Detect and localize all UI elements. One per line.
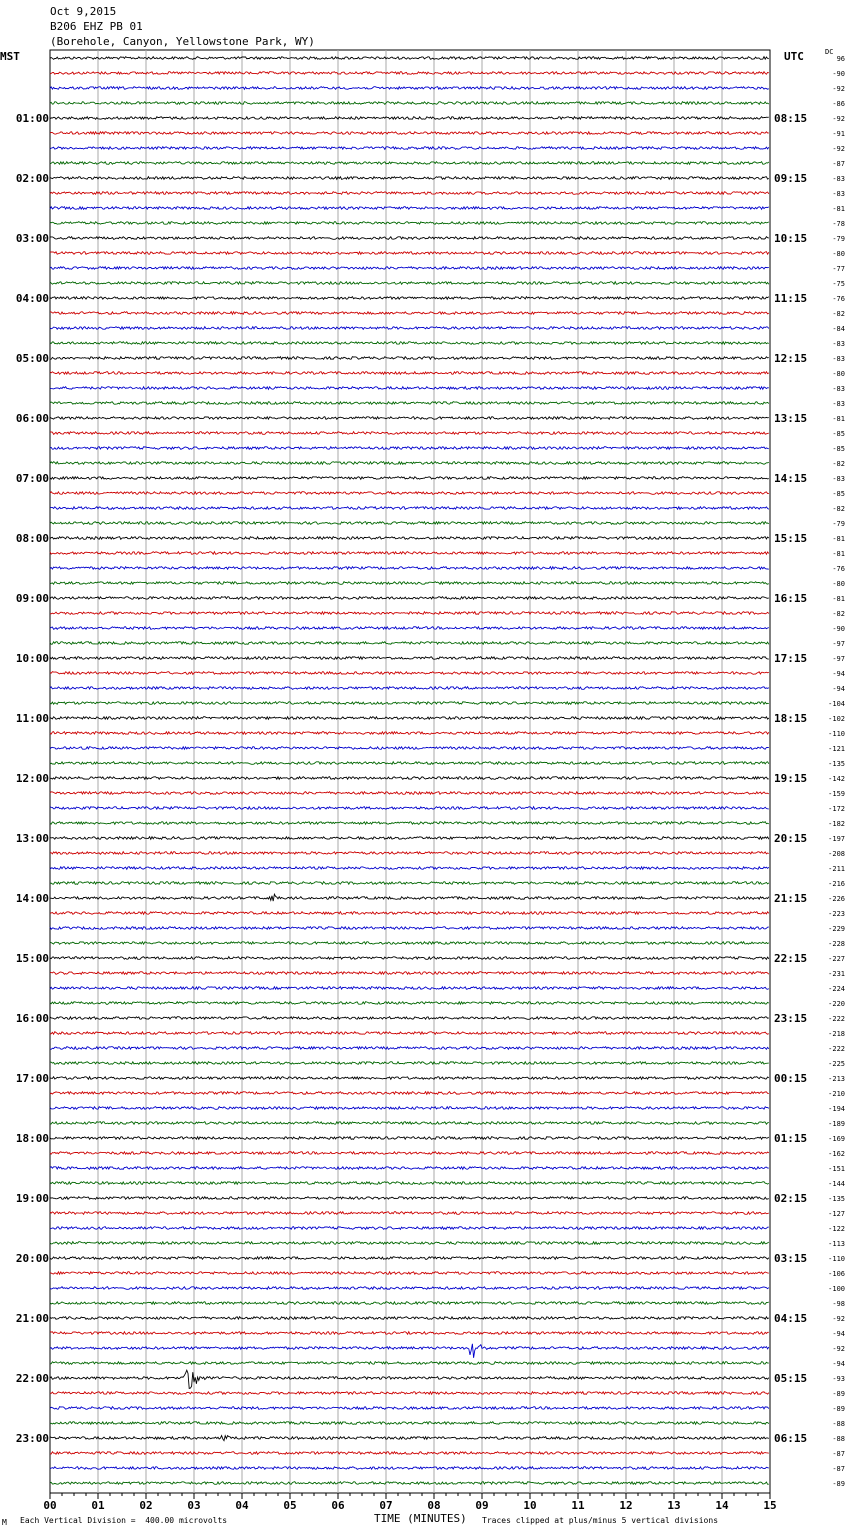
dc-offset-label: -162 bbox=[828, 1150, 845, 1158]
right-hour-label: 09:15 bbox=[774, 172, 808, 185]
seismic-trace bbox=[50, 1392, 769, 1395]
seismic-trace bbox=[50, 1122, 769, 1125]
seismic-trace bbox=[50, 1137, 769, 1140]
seismic-trace bbox=[50, 1344, 769, 1358]
dc-offset-label: -83 bbox=[832, 400, 845, 408]
x-tick-label: 04 bbox=[235, 1499, 249, 1512]
seismic-trace bbox=[50, 1107, 769, 1110]
dc-offset-label: -182 bbox=[828, 820, 845, 828]
dc-offset-label: -81 bbox=[832, 595, 845, 603]
x-axis-title: TIME (MINUTES) bbox=[374, 1512, 467, 1525]
left-hour-label: 03:00 bbox=[15, 232, 49, 245]
seismic-trace bbox=[50, 702, 769, 705]
right-hour-label: 01:15 bbox=[774, 1132, 808, 1145]
x-tick-label: 10 bbox=[523, 1499, 537, 1512]
dc-offset-label: -77 bbox=[832, 265, 845, 273]
seismic-trace bbox=[50, 672, 769, 675]
seismic-trace bbox=[50, 1032, 769, 1035]
seismic-trace bbox=[50, 1452, 769, 1455]
dc-offset-label: -225 bbox=[828, 1060, 845, 1068]
seismic-trace bbox=[50, 252, 769, 255]
x-tick-label: 03 bbox=[187, 1499, 201, 1512]
seismic-trace bbox=[50, 1062, 769, 1065]
clip-note: Traces clipped at plus/minus 5 vertical divisions bbox=[482, 1516, 719, 1525]
dc-offset-label: -121 bbox=[828, 745, 845, 753]
seismic-trace bbox=[50, 747, 769, 750]
dc-offset-label: -189 bbox=[828, 1120, 845, 1128]
dc-offset-label: -92 bbox=[832, 145, 845, 153]
seismic-trace bbox=[50, 927, 769, 930]
dc-offset-label: -79 bbox=[832, 235, 845, 243]
right-hour-label: 16:15 bbox=[774, 592, 808, 605]
dc-offset-label: -81 bbox=[832, 415, 845, 423]
seismic-trace bbox=[50, 447, 769, 450]
dc-offset-label: -83 bbox=[832, 175, 845, 183]
seismic-trace bbox=[50, 1436, 769, 1441]
dc-offset-label: -144 bbox=[828, 1180, 845, 1188]
seismic-trace bbox=[50, 1077, 769, 1080]
dc-offset-label: -81 bbox=[832, 205, 845, 213]
dc-offset-label: -216 bbox=[828, 880, 845, 888]
seismic-trace bbox=[50, 342, 769, 345]
right-hour-label: 05:15 bbox=[774, 1372, 808, 1385]
seismic-trace bbox=[50, 1407, 769, 1410]
dc-offset-label: -127 bbox=[828, 1210, 845, 1218]
dc-offset-label: -231 bbox=[828, 970, 845, 978]
seismic-trace bbox=[50, 117, 769, 120]
seismic-trace bbox=[50, 717, 769, 720]
left-hour-label: 04:00 bbox=[15, 292, 49, 305]
x-tick-label: 00 bbox=[43, 1499, 57, 1512]
right-hour-label: 00:15 bbox=[774, 1072, 808, 1085]
right-hour-label: 06:15 bbox=[774, 1432, 808, 1445]
dc-offset-label: -100 bbox=[828, 1285, 845, 1293]
dc-offset-label: -224 bbox=[828, 985, 845, 993]
left-hour-label: 14:00 bbox=[15, 892, 49, 905]
station-id: B206 EHZ PB 01 bbox=[50, 20, 143, 33]
seismic-trace bbox=[50, 177, 769, 180]
dc-offset-label: -83 bbox=[832, 340, 845, 348]
x-tick-label: 09 bbox=[475, 1499, 489, 1512]
seismic-trace bbox=[50, 102, 769, 105]
dc-offset-label: -80 bbox=[832, 580, 845, 588]
chart-date: Oct 9,2015 bbox=[50, 5, 117, 18]
seismic-trace bbox=[50, 57, 769, 60]
dc-offset-label: -86 bbox=[832, 100, 845, 108]
dc-offset-label: -85 bbox=[832, 490, 845, 498]
dc-offset-label: -227 bbox=[828, 955, 845, 963]
seismic-trace bbox=[50, 867, 769, 870]
seismic-trace bbox=[50, 987, 769, 990]
dc-offset-label: -80 bbox=[832, 370, 845, 378]
x-tick-label: 05 bbox=[283, 1499, 297, 1512]
dc-offset-label: -94 bbox=[832, 1330, 845, 1338]
seismic-trace bbox=[50, 222, 769, 225]
left-hour-label: 08:00 bbox=[15, 532, 49, 545]
dc-offset-label: -90 bbox=[832, 625, 845, 633]
right-hour-label: 21:15 bbox=[774, 892, 808, 905]
seismic-trace bbox=[50, 72, 769, 75]
x-tick-label: 15 bbox=[763, 1499, 777, 1512]
seismic-trace bbox=[50, 1197, 769, 1200]
seismic-trace bbox=[50, 492, 769, 495]
seismic-trace bbox=[50, 162, 769, 165]
seismic-trace bbox=[50, 402, 769, 405]
dc-offset-label: -87 bbox=[832, 1450, 845, 1458]
left-hour-label: 06:00 bbox=[15, 412, 49, 425]
seismic-trace bbox=[50, 1422, 769, 1425]
dc-offset-label: -110 bbox=[828, 1255, 845, 1263]
seismic-trace bbox=[50, 1242, 769, 1245]
dc-offset-label: -75 bbox=[832, 280, 845, 288]
dc-offset-label: -122 bbox=[828, 1225, 845, 1233]
station-location: (Borehole, Canyon, Yellowstone Park, WY) bbox=[50, 35, 315, 48]
right-hour-label: 18:15 bbox=[774, 712, 808, 725]
dc-offset-label: 96 bbox=[836, 55, 845, 63]
corner-mark: M bbox=[2, 1518, 7, 1527]
dc-offset-label: -81 bbox=[832, 535, 845, 543]
dc-offset-label: -82 bbox=[832, 610, 845, 618]
seismic-trace bbox=[50, 507, 769, 510]
dc-offset-label: -142 bbox=[828, 775, 845, 783]
dc-offset-label: -83 bbox=[832, 355, 845, 363]
seismic-trace bbox=[50, 912, 769, 915]
seismic-trace bbox=[50, 1370, 769, 1388]
seismic-trace bbox=[50, 237, 769, 240]
dc-offset-label: -92 bbox=[832, 1345, 845, 1353]
dc-offset-label: -159 bbox=[828, 790, 845, 798]
left-hour-label: 07:00 bbox=[15, 472, 49, 485]
seismic-trace bbox=[50, 777, 769, 780]
seismic-trace bbox=[50, 1302, 769, 1305]
dc-offset-label: -222 bbox=[828, 1045, 845, 1053]
dc-offset-label: -83 bbox=[832, 475, 845, 483]
dc-offset-label: -218 bbox=[828, 1030, 845, 1038]
dc-offset-label: -229 bbox=[828, 925, 845, 933]
seismic-trace bbox=[50, 552, 769, 555]
dc-offset-label: -81 bbox=[832, 550, 845, 558]
seismic-trace bbox=[50, 1092, 769, 1095]
dc-offset-label: -92 bbox=[832, 1315, 845, 1323]
seismic-trace bbox=[50, 1017, 769, 1020]
dc-offset-label: -88 bbox=[832, 1420, 845, 1428]
seismic-trace bbox=[50, 567, 769, 570]
dc-offset-label: -172 bbox=[828, 805, 845, 813]
seismic-trace bbox=[50, 207, 769, 210]
left-hour-label: 12:00 bbox=[15, 772, 49, 785]
left-hour-label: 17:00 bbox=[15, 1072, 49, 1085]
dc-offset-label: -197 bbox=[828, 835, 845, 843]
plot-frame bbox=[50, 50, 770, 1493]
dc-offset-label: -89 bbox=[832, 1405, 845, 1413]
dc-offset-label: -94 bbox=[832, 1360, 845, 1368]
dc-offset-label: -97 bbox=[832, 640, 845, 648]
seismic-trace bbox=[50, 582, 769, 585]
dc-offset-label: -78 bbox=[832, 220, 845, 228]
dc-offset-label: -93 bbox=[832, 1375, 845, 1383]
seismic-trace bbox=[50, 522, 769, 525]
dc-offset-label: -226 bbox=[828, 895, 845, 903]
dc-offset-label: -94 bbox=[832, 685, 845, 693]
seismic-trace bbox=[50, 1152, 769, 1155]
dc-offset-label: -79 bbox=[832, 520, 845, 528]
x-tick-label: 01 bbox=[91, 1499, 105, 1512]
left-hour-label: 16:00 bbox=[15, 1012, 49, 1025]
dc-offset-label: -83 bbox=[832, 190, 845, 198]
seismic-trace bbox=[50, 837, 769, 840]
dc-offset-label: -194 bbox=[828, 1105, 845, 1113]
left-hour-label: 22:00 bbox=[15, 1372, 49, 1385]
x-tick-label: 12 bbox=[619, 1499, 633, 1512]
x-tick-label: 02 bbox=[139, 1499, 153, 1512]
x-tick-label: 08 bbox=[427, 1499, 441, 1512]
seismic-trace bbox=[50, 477, 769, 480]
right-hour-label: 15:15 bbox=[774, 532, 808, 545]
seismic-trace bbox=[50, 642, 769, 645]
dc-offset-label: -85 bbox=[832, 445, 845, 453]
dc-offset-label: -97 bbox=[832, 655, 845, 663]
dc-offset-label: -106 bbox=[828, 1270, 845, 1278]
scale-note: Each Vertical Division = 400.00 microvolts bbox=[20, 1516, 228, 1525]
seismic-trace bbox=[50, 87, 769, 90]
seismic-trace bbox=[50, 1362, 769, 1365]
dc-offset-label: -76 bbox=[832, 565, 845, 573]
left-hour-label: 05:00 bbox=[15, 352, 49, 365]
dc-offset-label: -85 bbox=[832, 430, 845, 438]
left-hour-label: 20:00 bbox=[15, 1252, 49, 1265]
seismic-trace bbox=[50, 882, 769, 885]
seismic-trace bbox=[50, 267, 769, 270]
dc-offset-label: -98 bbox=[832, 1300, 845, 1308]
right-hour-label: 10:15 bbox=[774, 232, 808, 245]
seismic-trace bbox=[50, 537, 769, 540]
dc-offset-label: -92 bbox=[832, 115, 845, 123]
dc-offset-label: -210 bbox=[828, 1090, 845, 1098]
seismic-trace bbox=[50, 1212, 769, 1215]
seismic-trace bbox=[50, 1332, 769, 1335]
x-tick-label: 06 bbox=[331, 1499, 345, 1512]
seismic-trace bbox=[50, 432, 769, 435]
seismic-trace bbox=[50, 852, 769, 855]
left-hour-label: 15:00 bbox=[15, 952, 49, 965]
seismic-trace bbox=[50, 822, 769, 825]
right-hour-label: 23:15 bbox=[774, 1012, 808, 1025]
seismic-trace bbox=[50, 327, 769, 330]
dc-offset-label: -90 bbox=[832, 70, 845, 78]
right-hour-label: 20:15 bbox=[774, 832, 808, 845]
dc-offset-label: -228 bbox=[828, 940, 845, 948]
seismic-trace bbox=[50, 192, 769, 195]
dc-offset-label: -88 bbox=[832, 1435, 845, 1443]
left-timezone-label: MST bbox=[0, 50, 20, 63]
right-hour-label: 08:15 bbox=[774, 112, 808, 125]
seismic-trace bbox=[50, 942, 769, 945]
seismic-trace bbox=[50, 1467, 769, 1470]
dc-offset-label: -82 bbox=[832, 460, 845, 468]
dc-offset-label: -222 bbox=[828, 1015, 845, 1023]
dc-offset-label: -135 bbox=[828, 1195, 845, 1203]
seismic-trace bbox=[50, 132, 769, 135]
dc-offset-label: -87 bbox=[832, 1465, 845, 1473]
seismic-trace bbox=[50, 957, 769, 960]
dc-offset-label: -92 bbox=[832, 85, 845, 93]
dc-offset-label: -82 bbox=[832, 310, 845, 318]
x-tick-label: 07 bbox=[379, 1499, 393, 1512]
seismic-trace bbox=[50, 297, 769, 300]
dc-offset-label: -213 bbox=[828, 1075, 845, 1083]
left-hour-label: 23:00 bbox=[15, 1432, 49, 1445]
dc-offset-label: -83 bbox=[832, 385, 845, 393]
dc-offset-label: -135 bbox=[828, 760, 845, 768]
dc-offset-label: -151 bbox=[828, 1165, 845, 1173]
dc-offset-label: -220 bbox=[828, 1000, 845, 1008]
dc-offset-label: -94 bbox=[832, 670, 845, 678]
dc-offset-label: -89 bbox=[832, 1390, 845, 1398]
left-hour-label: 10:00 bbox=[15, 652, 49, 665]
dc-offset-label: -104 bbox=[828, 700, 845, 708]
seismic-trace bbox=[50, 462, 769, 465]
seismic-trace bbox=[50, 1227, 769, 1230]
seismic-trace bbox=[50, 687, 769, 690]
seismic-trace bbox=[50, 1482, 769, 1485]
seismic-trace bbox=[50, 1317, 769, 1320]
seismic-trace bbox=[50, 657, 769, 660]
seismic-trace bbox=[50, 147, 769, 150]
right-hour-label: 02:15 bbox=[774, 1192, 808, 1205]
x-tick-label: 14 bbox=[715, 1499, 729, 1512]
dc-offset-label: -169 bbox=[828, 1135, 845, 1143]
right-hour-label: 04:15 bbox=[774, 1312, 808, 1325]
right-hour-label: 11:15 bbox=[774, 292, 808, 305]
dc-offset-label: -76 bbox=[832, 295, 845, 303]
seismic-trace bbox=[50, 1047, 769, 1050]
seismic-trace bbox=[50, 894, 769, 901]
right-timezone-label: UTC bbox=[784, 50, 804, 63]
seismic-trace bbox=[50, 597, 769, 600]
dc-offset-label: -211 bbox=[828, 865, 845, 873]
seismic-trace bbox=[50, 1167, 769, 1170]
dc-offset-label: -110 bbox=[828, 730, 845, 738]
dc-label: DC bbox=[825, 48, 834, 56]
left-hour-label: 09:00 bbox=[15, 592, 49, 605]
seismic-trace bbox=[50, 282, 769, 285]
dc-offset-label: -84 bbox=[832, 325, 845, 333]
right-hour-label: 13:15 bbox=[774, 412, 808, 425]
seismic-trace bbox=[50, 372, 769, 375]
seismic-trace bbox=[50, 1272, 769, 1275]
right-hour-label: 19:15 bbox=[774, 772, 808, 785]
right-hour-label: 14:15 bbox=[774, 472, 808, 485]
x-tick-label: 13 bbox=[667, 1499, 681, 1512]
left-hour-label: 01:00 bbox=[15, 112, 49, 125]
seismic-trace bbox=[50, 762, 769, 765]
seismic-trace bbox=[50, 792, 769, 795]
seismic-trace bbox=[50, 732, 769, 735]
dc-offset-label: -91 bbox=[832, 130, 845, 138]
dc-offset-label: -102 bbox=[828, 715, 845, 723]
right-hour-label: 22:15 bbox=[774, 952, 808, 965]
seismic-trace bbox=[50, 357, 769, 360]
left-hour-label: 18:00 bbox=[15, 1132, 49, 1145]
seismic-trace bbox=[50, 417, 769, 420]
left-hour-label: 02:00 bbox=[15, 172, 49, 185]
seismic-trace bbox=[50, 387, 769, 390]
seismic-trace bbox=[50, 1182, 769, 1185]
dc-offset-label: -89 bbox=[832, 1480, 845, 1488]
dc-offset-label: -113 bbox=[828, 1240, 845, 1248]
left-hour-label: 11:00 bbox=[15, 712, 49, 725]
dc-offset-label: -223 bbox=[828, 910, 845, 918]
seismic-trace bbox=[50, 312, 769, 315]
x-tick-label: 11 bbox=[571, 1499, 585, 1512]
dc-offset-label: -87 bbox=[832, 160, 845, 168]
dc-offset-label: -82 bbox=[832, 505, 845, 513]
right-hour-label: 12:15 bbox=[774, 352, 808, 365]
seismic-trace bbox=[50, 807, 769, 810]
left-hour-label: 19:00 bbox=[15, 1192, 49, 1205]
dc-offset-label: -208 bbox=[828, 850, 845, 858]
left-hour-label: 21:00 bbox=[15, 1312, 49, 1325]
seismic-trace bbox=[50, 612, 769, 615]
right-hour-label: 03:15 bbox=[774, 1252, 808, 1265]
seismic-trace bbox=[50, 1002, 769, 1005]
dc-offset-label: -80 bbox=[832, 250, 845, 258]
seismic-trace bbox=[50, 627, 769, 630]
seismic-trace bbox=[50, 1287, 769, 1290]
seismic-trace bbox=[50, 1257, 769, 1260]
seismic-trace bbox=[50, 972, 769, 975]
right-hour-label: 17:15 bbox=[774, 652, 808, 665]
left-hour-label: 13:00 bbox=[15, 832, 49, 845]
